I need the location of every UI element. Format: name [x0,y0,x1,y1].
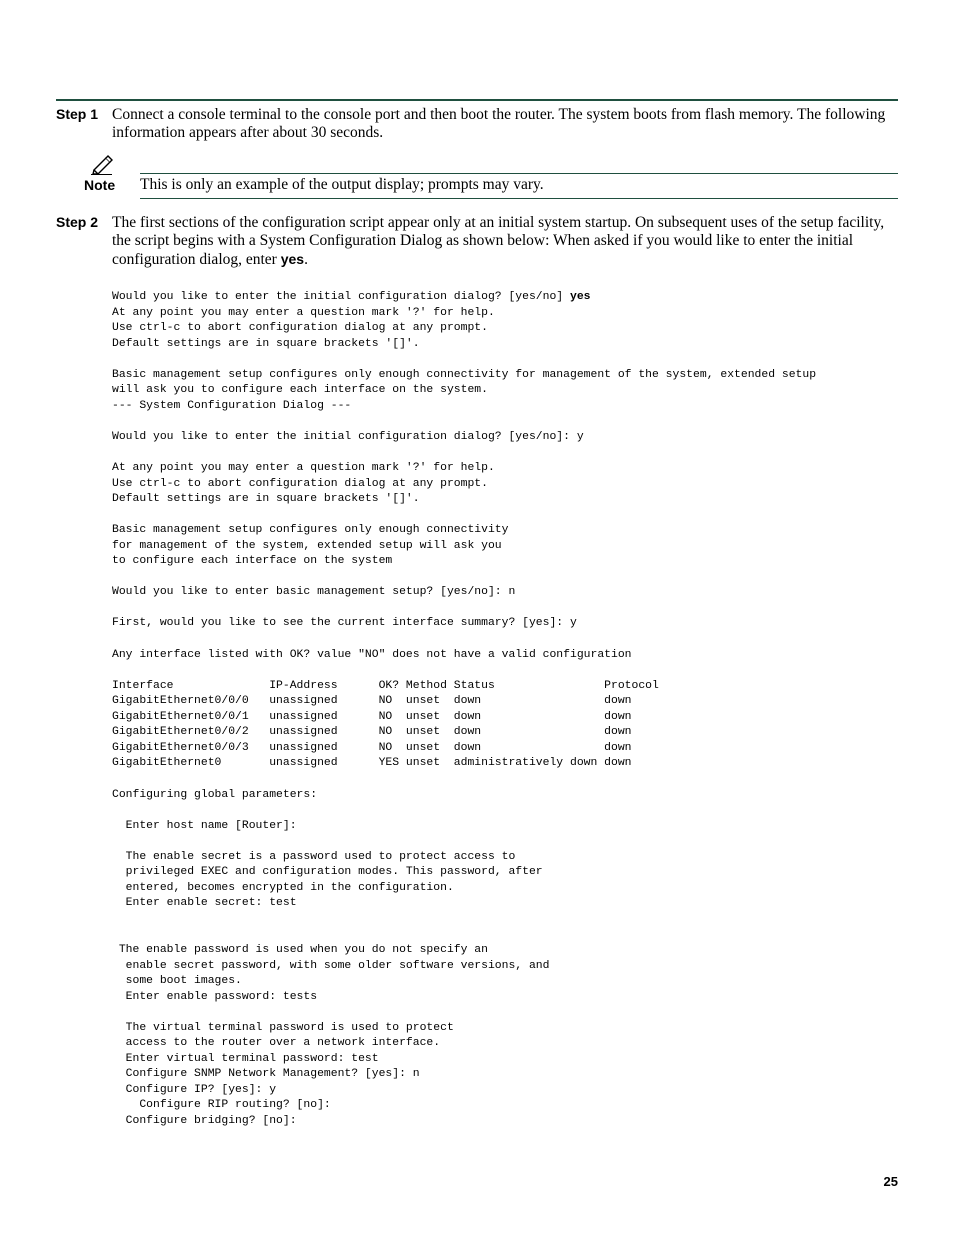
console-body: At any point you may enter a question mark '?' for help. Use ctrl-c to abort configuration dialog at any prompt. Default settings are in square brackets '[]'. Basic management setup configures only enough connectivity for management of the system, extended setup will ask you to configure each interface on the system. --- System Configuration Dialog --- Would you like to enter the initial configuration dialog? [yes/no]: y At any point you may enter a question mark '?' for help. Use ctrl-c to abort configuration dialog at any prompt. Default settings are in square brackets '[]'. Basic management setup configures only enough connectivity for management of the system, extended setup will ask you to configure each interface on the system Would you like to enter basic management setup? [yes/no]: n First, would you like to see the current interface summary? [yes]: y Any interface listed with OK? value "NO" does not have a valid configuration Interface IP-Address OK? Method Status Protocol GigabitEthernet0/0/0 unassigned NO unset down down GigabitEthernet0/0/1 unassigned NO unset down down GigabitEthernet0/0/2 unassigned NO unset down down GigabitEthernet0/0/3 unassigned NO unset down down GigabitEthernet0 unassigned YES unset administratively down down Configuring global parameters: Enter host name [Router]: The enable secret is a password used to protect access to privileged EXEC and configuration modes. This password, after entered, becomes encrypted in the configuration. Enter enable secret: test The enable password is used when you do not specify an enable secret password, with some older software versions, and some boot images. Enter enable password: tests The virtual terminal password is used to protect access to the router over a network interface. Enter virtual terminal password: test Configure SNMP Network Management? [yes]: n Configure IP? [yes]: y Configure RIP routing? [no]: Configure bridging? [no]: [112,306,817,1127]
step-2-text-end: . [304,251,308,268]
note-text: This is only an example of the output display; prompts may vary. [140,176,544,193]
console-first-answer: yes [569,291,591,303]
note-label: Note [84,177,116,193]
console-output [112,290,816,1130]
note-rule-top [140,173,898,174]
step-2-emphasis: yes [280,251,305,267]
note-rule-bottom [140,198,898,199]
console-first-prompt: Would you like to enter the initial configuration dialog? [yes/no] [112,291,570,303]
step-1-label: Step 1 [56,106,99,122]
step-1-text: Connect a console terminal to the console port and then boot the router. The system boots from flash memory. The following information appears after about 30 seconds. [112,106,886,141]
pencil-note-icon [90,153,114,175]
header-rule [56,99,898,101]
page-number: 25 [883,1174,898,1189]
step-2-text-main: The first sections of the configuration script appear only at an initial system startup. On subsequent uses of the setup facility, the script begins with a System Configuration Dialog as shown below: When asked if you would like to enter the initial configuration dialog, enter [112,214,885,268]
step-2-text [112,214,898,269]
step-2-label: Step 2 [56,214,99,230]
